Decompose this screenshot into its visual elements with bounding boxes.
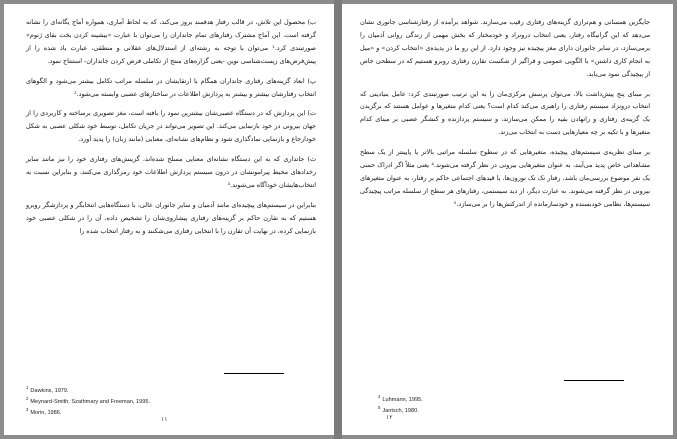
footnote-text: Luhmann, 1995. <box>382 396 423 403</box>
footnote-text: Dawkins, 1979. <box>30 387 69 394</box>
paragraph: بنابراین در سیستم‌های پیچیده‌ای مانند آدمیان و سایر جانوران عالی، با دستگاه‌هایی انتخابگر و پردازشگر روبرو هستیم که به تقارن حاکم بر گزینه‌های رفتاری پیشاروی‌شان را تشخیص داده، آن را در شکلی عصبی خود بازنمایی کرده، در نهایت آن تقارن را با انتخابی رفتاری می‌شکنند و به رفتار انتخاب شده را <box>26 200 316 235</box>
right-page <box>342 4 673 435</box>
footnote-number: 4 <box>378 394 381 399</box>
right-page-body <box>360 16 650 211</box>
paragraph: بر مبنای پنج پیش‌داشت بالا، می‌توان پرسش مرکزی‌مان را به این ترتیب صورتبندی کرد: عامل بنیادینی که انتخاب درونزاد سیستم رفتاری را راهبری می‌کند کدام است؟ یعنی کدام متغیرها و عوامل هستند که برگزیدن یک گزینه‌ی رفتاری و رانهادن بقیه را ممکن می‌سازند، و سیستم پردازنده و کنشگر عصبی بر مبنای کدام متغیرها و با تکیه بر چه معیارهایی دست به انتخاب می‌زند. <box>360 89 650 137</box>
paragraph: بر مبنای نظریه‌ی سیستم‌های پیچیده، متغیرهایی که در سطوح سلسله مراتبی بالاتر یا پایینتر از یک سطح مشاهداتی خاص پدید می‌آیند، به عنوان متغیرهایی بیرونی در نظر گرفته می‌شوند.⁴ یعنی مثلاً اگر ادراک حسی یک نفر موضوع بررسی‌مان باشد، رفتار تک تک نورون‌ها، یا قیدهای اجتماعی حاکم بر رفتار، به عنوان متغیرهای بیرونی در نظر گرفته می‌شوند. به عبارت دیگر، از دید سیستمی، رفتارهای هر سطح از سلسله مراتب پیچیدگی سیستم‌ها، نظامی خودبسنده و خودسازمانده از اندرکنش‌ها را بر می‌سازد.⁵ <box>360 148 651 208</box>
page-number: ۱۱ <box>161 416 168 423</box>
footnote-separator <box>224 373 284 374</box>
paragraph: ث) جانداری که به این دستگاه نشانه‌ای معنایی مسلح شده‌اند، گزینش‌های رفتاری خود را نیز مانند سایر رخدادهای محیط پیرامونشان در درون سیستم پردازش اطلاعات خود رمزگذاری می‌کنند، و بنابراین نسبت به انتخاب‌هایشان خودآگاه می‌شوند.³ <box>26 155 316 189</box>
paragraph: پ) ابعاد گزینه‌های رفتاری جانداران همگام با ارتقایشان در سلسله مراتب تکامل بیشتر می‌شود و الگوهای انتخاب رفتارشان بیشتر و بیشتر به پردازش اطلاعات در ساختارهای عصبی وابسته می‌شود.² <box>26 76 316 98</box>
footnote-number: 1 <box>26 385 29 390</box>
footnote <box>378 404 578 415</box>
footnote <box>26 395 226 406</box>
footnote-text: Jantsch, 1980. <box>382 407 419 414</box>
footnote <box>26 384 226 395</box>
footnote-number: 2 <box>26 396 29 402</box>
footnote-separator <box>564 380 624 381</box>
footnotes <box>378 393 578 415</box>
footnote-number: 3 <box>26 407 29 413</box>
left-page-body <box>26 16 316 238</box>
footnote <box>26 406 226 417</box>
footnote <box>378 393 578 404</box>
page-number: ۱۲ <box>386 414 393 421</box>
footnote-text: Morin, 1986. <box>30 409 62 416</box>
paragraph: جایگزین همسانی و هم‌ترازی گزینه‌های رفتاری رقیب می‌سازند. شواهد برآمده از رفتارشناسی جانوری نشان می‌دهد که این گرانیگاه رفتار، یعنی انتخاب درونزاد و خودمختار که بخش مهمی از زندگی روانی آدمیان را برمی‌سازد، در سایر جانوران دارای مغز پیچیده نیز وجود دارد. از این رو ما در پدیده‌ی «انتخاب کردن» و «میل به انجام کاری داشتن» با الگویی عمومی و فراگیر از شکست تقارن رفتاری روبرو هستیم که در سطحی خاص از پیچیدگی نمود می‌یابد. <box>360 18 650 78</box>
left-page <box>4 4 334 435</box>
footnotes <box>26 384 226 417</box>
footnote-number: 5 <box>378 405 381 411</box>
book-gutter <box>334 0 342 439</box>
paragraph: ت) این پردازش که در دستگاه عصبی‌شان بیشترین نمود را یافته است، مغز تصویری برساخته و کاربردی را از جهان بیرونی در خود بازنمایی می‌کند. این تصویر می‌تواند در جریان تکامل، توسط خود شکلی عصبی به شکل خودارجاع و بازنمایی نمادگذاری شود و نظام‌های نشانه‌ای، معنایی (مانند زبان) را پدید آورد. <box>26 109 316 144</box>
footnote-text: Meynard-Smith, Szathmary and Freeman, 1995. <box>30 398 151 405</box>
paragraph: ب) محصول این تلاش، در قالب رفتار هدفمند بروز می‌کند، که به لحاظ آماری، همواره آماج یگانه‌ای را نشانه گرفته است. این آماج مشترک رفتارهای تمام جانداران را می‌توان با عبارت «بیشینه کردن بخت بقای ژنوم» صورتبندی کرد.¹ می‌توان با توجه به رشته‌ای از استدلال‌های عقلانی و منطقی، عبارت یاد شده را از پیش‌فرض‌های زیست‌شناسی نوین -یعنی گزاره‌های منتج از تکاملی فرض کردن جانداران- استنتاج نمود. <box>26 18 316 65</box>
